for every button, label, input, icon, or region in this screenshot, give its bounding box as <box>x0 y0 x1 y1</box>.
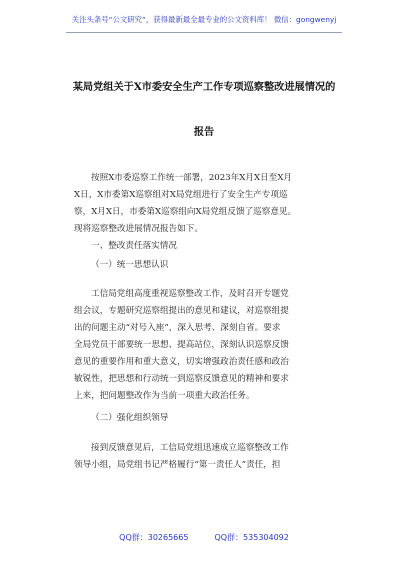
subsection2-heading: （二）强化组织领导 <box>91 413 169 423</box>
intro-line: 按照X市委巡察工作统一部署，2023年X月X日至X月 <box>91 173 293 183</box>
intro-line: 现将巡察整改进展情况报告如下。 <box>74 224 203 234</box>
section-heading <box>74 238 336 255</box>
paragraph-line: 全局党员干部要统一思想、提高站位，深刻认识巡察反馈 <box>74 340 289 350</box>
intro-line: 察，X月X日，市委第X巡察组向X局党组反馈了巡察意见。 <box>74 207 297 217</box>
footer-qq-group-1: QQ群：30265665 <box>119 533 189 542</box>
subsection-heading <box>74 410 336 427</box>
paragraph-line: 领导小组，局党组书记严格履行“第一责任人”责任，担 <box>74 460 281 470</box>
paragraph-line: 组会议，专题研究巡察组提出的意见和建议，对巡察组提 <box>74 306 289 316</box>
intro-paragraph <box>74 170 336 238</box>
paragraph-line: 工信局党组高度重视巡察整改工作，及时召开专题党 <box>91 289 289 299</box>
section1-heading: 一、整改责任落实情况 <box>91 241 177 251</box>
paragraph-line: 意见的重要作用和重大意义，切实增强政治责任感和政治 <box>74 357 289 367</box>
intro-line: X日，X市委第X巡察组对X局党组进行了安全生产专项巡 <box>74 190 288 200</box>
footer <box>0 532 408 543</box>
paragraph-line: 出的问题主动“对号入座”，深入思考、深刻自省。要求 <box>74 323 281 333</box>
subsection2-paragraph <box>74 440 336 474</box>
footer-qq-group-2: QQ群：535304092 <box>214 533 289 542</box>
paragraph-line: 上来，把问题整改作为当前一项重大政治任务。 <box>74 391 255 401</box>
subsection-heading <box>74 257 336 274</box>
header-divider <box>66 32 342 33</box>
paragraph-line: 接到反馈意见后，工信局党组迅速成立巡察整改工作 <box>91 443 289 453</box>
header-banner: 关注头条号“公文研究”，获得最新最全最专业的公文资料库！ 微信：gongwenyj <box>71 15 337 24</box>
paragraph-line: 敏锐性，把思想和行动统一到巡察反馈意见的精神和要求 <box>74 374 289 384</box>
document-title-continued: 报告 <box>193 126 215 138</box>
subsection1-paragraph <box>74 286 336 405</box>
document-title: 某局党组关于X市委安全生产工作专项巡察整改进展情况的 <box>72 81 336 93</box>
subsection1-heading: （一）统一思想认识 <box>91 260 169 270</box>
